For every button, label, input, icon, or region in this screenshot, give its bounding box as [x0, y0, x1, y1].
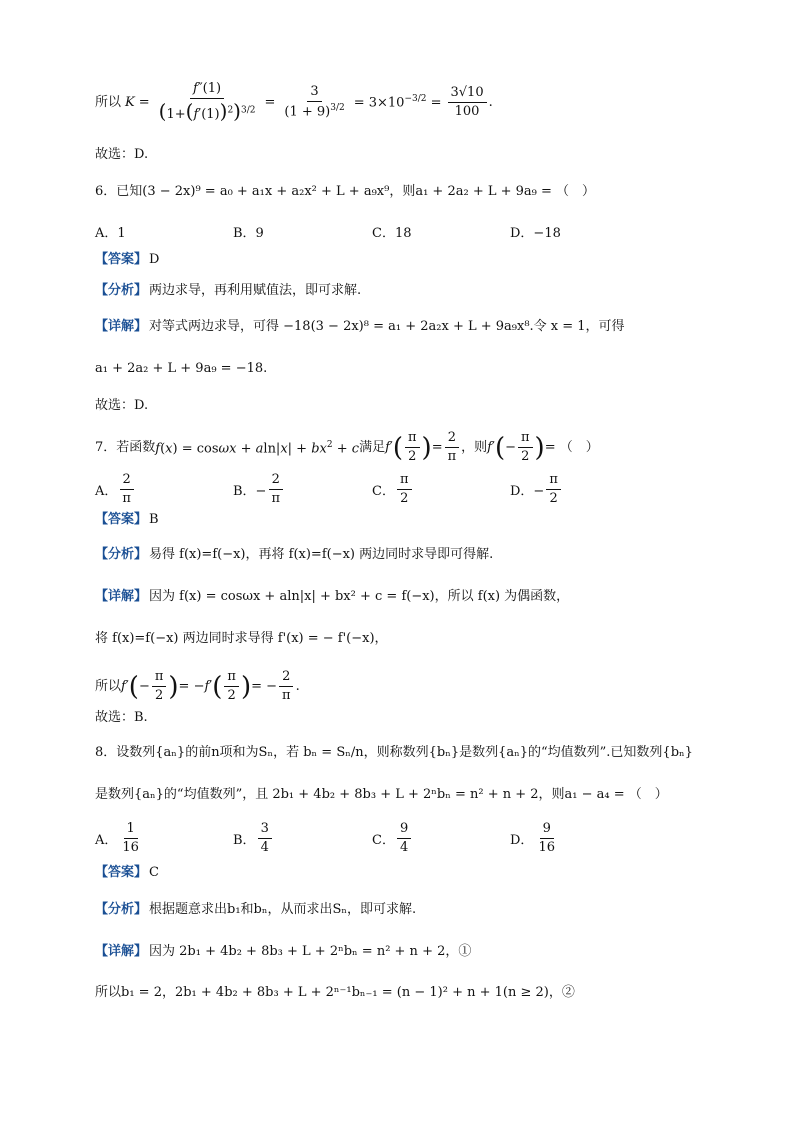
detail-text: 因为 f(x) = cosωx + aln|x| + bx² + c = f(−x)，所以 f(x) 为偶函数， [149, 589, 570, 604]
question-7-stem: 7．若函数 $f(x) = \cos\omega x + aln|x| + bx^2 + c$ 满足 f′ ( $\frac{\pi}{2}$ ) = $\frac{2}{\pi}$ ，则 f′ ( − $\frac{\pi}{2}$ ) = （ ） [95, 430, 599, 465]
formula-line-k: 所以 K = $\frac{f''(1)}{(1+(f'(1))^2)^{3/2}}$ = $\frac{3}{(1 + 9)^{3/2}}$ = $3\times 10^{-3/2}$ = $\frac{3√10}{100}$ . [95, 81, 493, 124]
q8-option-b: B． $\frac{3}{4}$ [233, 822, 274, 856]
question-8-stem-2: 是数列{aₙ}的“均值数列”，且 2b₁ + 4b₂ + 8b₃ + L + 2ⁿbₙ = n² + n + 2，则a₁ − a₄ = （ ） [95, 787, 668, 802]
q7-option-d: D．− $\frac{\pi}{2}$ [510, 473, 563, 507]
analysis-text: 易得 f(x)=f(−x)，再将 f(x)=f(−x) 两边同时求导即可得解. [149, 547, 494, 562]
text-choose-d-1: 故选：D. [95, 147, 149, 162]
text-choose-b: 故选：B. [95, 710, 148, 725]
q8-option-d: D． $\frac{9}{16}$ [510, 821, 555, 856]
answer-value: D [149, 252, 160, 267]
q6-analysis [95, 284, 361, 297]
q7-option-b: B．− $\frac{2}{\pi}$ [233, 473, 285, 507]
analysis-tag: 【分析】 [95, 547, 148, 562]
q8-detail [95, 945, 471, 958]
q8-detail-2: 所以b₁ = 2，2b₁ + 4b₂ + 8b₃ + L + 2ⁿ⁻¹bₙ₋₁ = (n − 1)² + n + 1(n ≥ 2)，② [95, 985, 575, 1000]
answer-value: C [149, 865, 159, 880]
q6-option-d: D．−18 [510, 226, 561, 241]
q8-answer [95, 866, 159, 879]
answer-tag: 【答案】 [95, 512, 148, 527]
answer-tag: 【答案】 [95, 252, 148, 267]
q7-detail [95, 590, 569, 603]
q7-detail-2: 将 f(x)=f(−x) 两边同时求导得 f'(x) = − f'(−x)， [95, 631, 388, 646]
detail-tag: 【详解】 [95, 319, 148, 334]
q6-detail-2: a₁ + 2a₂ + L + 9a₉ = −18. [95, 361, 268, 376]
analysis-text: 根据题意求出b₁和bₙ，从而求出Sₙ，即可求解. [149, 902, 417, 917]
q7-analysis [95, 548, 493, 561]
q6-detail [95, 320, 625, 333]
text-choose-d-2: 故选：D. [95, 398, 149, 413]
question-8-stem: 8．设数列{aₙ}的前n项和为Sₙ，若 bₙ = Sₙ/n，则称数列{bₙ}是数列{aₙ}的“均值数列”.已知数列{bₙ} [95, 745, 693, 760]
answer-tag: 【答案】 [95, 865, 148, 880]
analysis-text: 两边求导，再利用赋值法，即可求解. [149, 283, 362, 298]
q7-option-a: A． $\frac{2}{\pi}$ [95, 473, 136, 507]
detail-tag: 【详解】 [95, 589, 148, 604]
analysis-tag: 【分析】 [95, 283, 148, 298]
q6-answer [95, 253, 159, 266]
detail-tag: 【详解】 [95, 944, 148, 959]
q7-option-c: C． $\frac{\pi}{2}$ [372, 473, 414, 507]
question-6-stem: 6．已知(3 − 2x)⁹ = a₀ + a₁x + a₂x² + L + a₉x⁹，则a₁ + 2a₂ + L + 9a₉ = （ ） [95, 184, 596, 199]
q8-option-a: A． $\frac{1}{16}$ [95, 821, 139, 856]
text-so: 所以 [95, 94, 122, 110]
q7-detail-3: 所以 f′ ( − $\frac{\pi}{2}$ ) = − f′ ( $\frac{\pi}{2}$ ) = − $\frac{2}{\pi}$ . [95, 669, 300, 704]
fraction-result: $\frac{3√10}{100}$ [448, 86, 487, 120]
detail-text: 因为 2b₁ + 4b₂ + 8b₃ + L + 2ⁿbₙ = n² + n + 2，① [149, 944, 472, 959]
q7-answer [95, 513, 159, 526]
q6-option-c: C．18 [372, 226, 412, 241]
q6-option-a: A．1 [95, 226, 126, 241]
detail-text: 对等式两边求导，可得 −18(3 − 2x)⁸ = a₁ + 2a₂x + L + 9a₉x⁸.令 x = 1，可得 [149, 319, 625, 334]
analysis-tag: 【分析】 [95, 902, 148, 917]
q8-option-c: C． $\frac{9}{4}$ [372, 822, 413, 856]
answer-value: B [149, 512, 159, 527]
q8-analysis [95, 903, 416, 916]
q6-option-b: B．9 [233, 226, 264, 241]
fraction-k: $\frac{f''(1)}{(1+(f'(1))^2)^{3/2}}$ [158, 81, 256, 124]
fraction-3-over-10: $\frac{3}{(1 + 9)^{3/2}}$ [284, 83, 345, 120]
